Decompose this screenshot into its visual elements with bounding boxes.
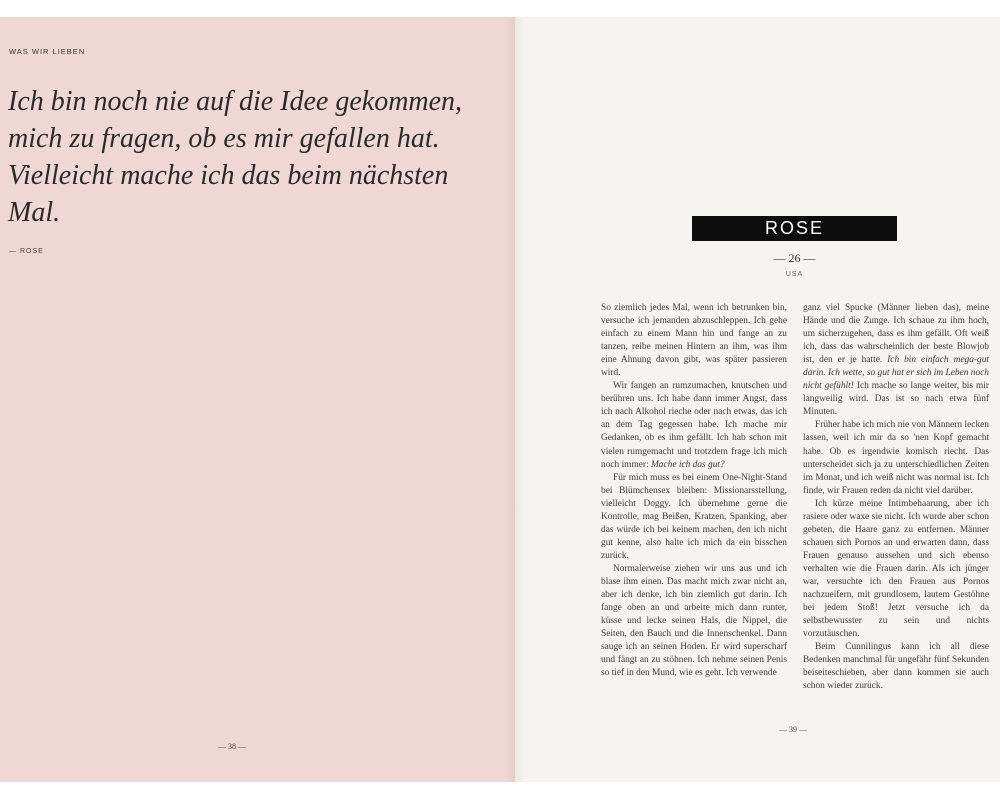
body-paragraph bbox=[803, 498, 989, 642]
text-column-2 bbox=[803, 302, 989, 693]
running-head: WAS WIR LIEBEN bbox=[9, 47, 86, 56]
body-paragraph bbox=[803, 302, 989, 419]
body-paragraph bbox=[803, 419, 989, 497]
italic-text: Ich bin einfach mega-gut darin. Ich wette, so gut hat er sich im Leben noch nicht gefühlt! bbox=[803, 355, 989, 392]
text-run: Beim Cunnilingus kann ich all diese Bedenken manchmal für ungefähr fünf Sekunden beiseiteschieben, aber dann kommen sie auch schon wieder zurück. bbox=[803, 642, 989, 692]
pull-quote: Ich bin noch nie auf die Idee gekommen, mich zu fragen, ob es mir gefallen hat. Vielleicht mache ich das beim nächsten Mal. bbox=[8, 86, 463, 228]
page-number-left: — 38 — bbox=[218, 742, 246, 751]
italic-text: Mache ich das gut? bbox=[651, 459, 725, 470]
body-paragraph bbox=[601, 563, 787, 680]
country-label: USA bbox=[785, 271, 804, 278]
body-paragraph bbox=[601, 302, 787, 380]
quote-attribution: — ROSE bbox=[9, 248, 44, 255]
text-run: Ich mache so lange weiter, bis mir langweilig wird. Das ist so nach etwa fünf Minuten. bbox=[803, 381, 989, 418]
text-run: ganz viel Spucke (Männer lieben das), meine Hände und die Zunge. Ich schaue zu ihm hoch, um sicherzugehen, dass es ihm gefällt. Oft weiß ich, dass das wahrscheinlich der beste Blowjob ist, den er je hatte. bbox=[803, 303, 989, 366]
text-column-1 bbox=[601, 302, 787, 680]
page-number-right: — 39 — bbox=[779, 725, 807, 734]
text-run: So ziemlich jedes Mal, wenn ich betrunken bin, versuche ich jemanden abzuschleppen. Ich gehe einfach zu einem Mann hin und fange an zu tanzen, reibe meinen Hintern an ihm, was ihm eine Ahnung davon gibt, was später passieren wird. bbox=[601, 303, 787, 379]
name-banner: ROSE bbox=[692, 216, 897, 241]
age-label: — 26 — bbox=[773, 251, 816, 265]
text-run: Früher habe ich mich nie von Männern lecken lassen, weil ich mir da so 'nen Kopf gemacht habe. Ob es irgendwie komisch riecht. Das unterscheidet sich ja zu unterschiedlichen Zeiten im Monat, und ich weiß nicht was normal ist. Ich finde, wir Frauen reden da nicht viel darüber. bbox=[803, 420, 989, 496]
text-run: Für mich muss es bei einem One-Night-Stand bei Blümchensex bleiben: Missionarsstellung, vielleicht Doggy. Ich übernehme gerne die Kontrolle, mag Beißen, Kratzen, Spanking, aber das würde ich bei keinem machen, den ich nicht gut kenne, also halte ich mich da ein bisschen zurück. bbox=[601, 472, 787, 561]
body-paragraph bbox=[803, 641, 989, 693]
text-run: Wir fangen an rumzumachen, knutschen und berühren uns. Ich habe dann immer Angst, dass ich nach Alkohol rieche oder nach etwas, das ich an dem Tag gegessen habe. Ich mache mir Gedanken, ob es ihm gefällt. Ich hab schon mit vielen rumgemacht und trotzdem frage ich mich noch immer: bbox=[601, 381, 787, 470]
body-paragraph bbox=[601, 380, 787, 471]
book-gutter bbox=[505, 17, 525, 782]
body-paragraph bbox=[601, 472, 787, 563]
text-run: Normalerweise ziehen wir uns aus und ich blase ihm einen. Das macht mich zwar nicht an, aber ich denke, ich bin ziemlich gut darin. Ich fange oben an und arbeite mich dann runter, küsse und lecke seinen Hals, die Nippel, die Seiten, den Bauch und die Innenschenkel. Dann sauge ich an seinen Hoden. Er wird superscharf und fängt an zu stöhnen. Ich nehme seinen Penis so tief in den Mund, wie es geht. Ich verwende bbox=[601, 563, 787, 679]
left-page bbox=[0, 17, 515, 782]
text-run: Ich kürze meine Intimbehaarung, aber ich rasiere oder waxe sie nicht. Ich wurde aber schon gebeten, die Haare ganz zu entfernen. Männer schauen sich Pornos an und erwarten dann, dass Frauen genauso aussehen und sich ebenso verhalten wie die Frauen darin. Als ich jünger war, versuchte ich den Frauen aus Pornos nachzueifern, mit grundlosem, lautem Gestöhne bei jedem Stoß! Jetzt versuche ich da selbstbewusster zu sein und nichts vorzutäuschen. bbox=[803, 498, 989, 640]
